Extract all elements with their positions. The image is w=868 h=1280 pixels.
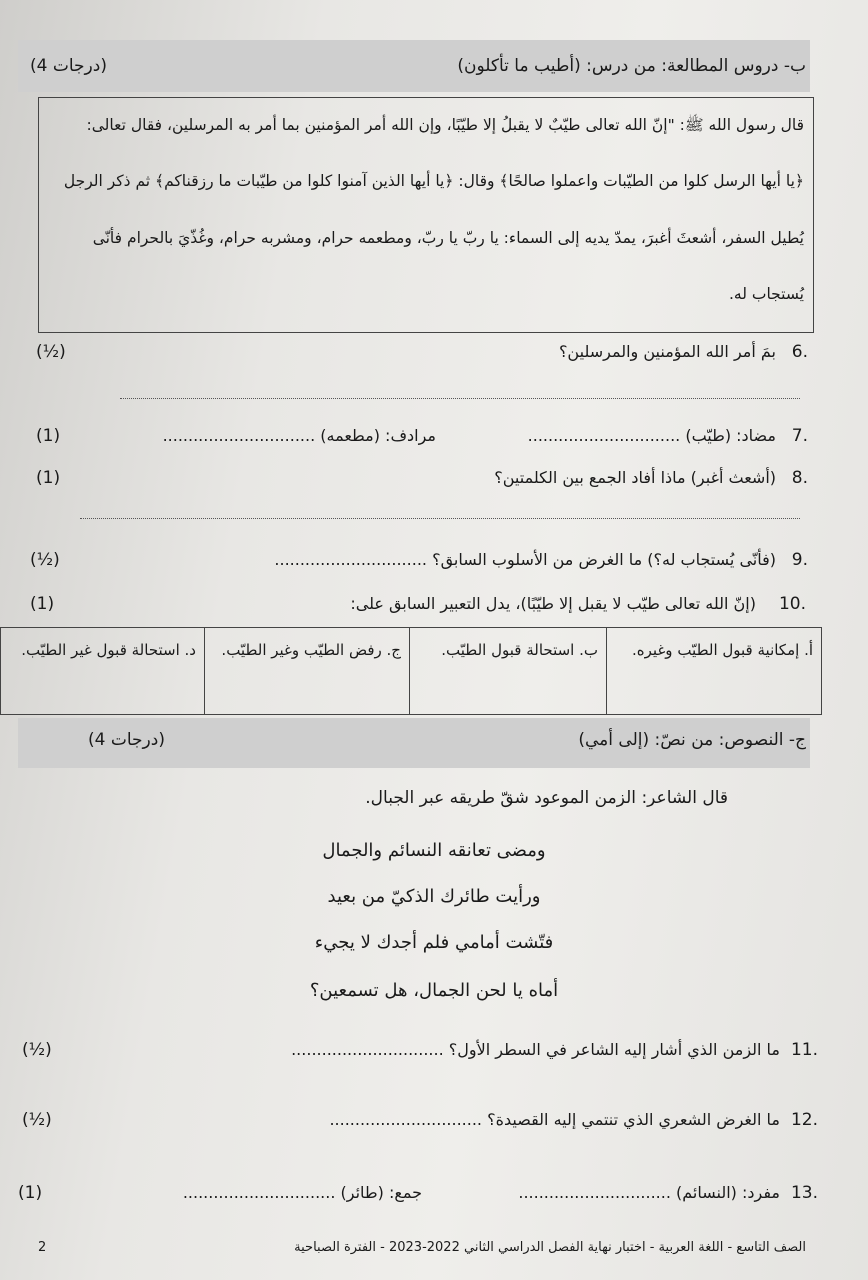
- section-c-marks: (4 درجات): [88, 730, 165, 750]
- options-grid: [0, 627, 822, 715]
- question-number: 13.: [790, 1183, 818, 1203]
- question-number: 9.: [791, 550, 808, 570]
- answer-line-8[interactable]: [80, 518, 800, 519]
- question-score: (1): [18, 1183, 43, 1203]
- question-7-part-b: مرادف: (مطعمه) ..............................: [162, 426, 436, 445]
- question-8-text: (أشعث أغبر) ماذا أفاد الجمع بين الكلمتين؟: [494, 468, 776, 487]
- poem-line: أماه يا لحن الجمال، هل تسمعين؟: [309, 980, 559, 1001]
- question-9-text: (فأنّى يُستجاب له؟) ما الغرض من الأسلوب السابق؟ ..............................: [274, 550, 776, 569]
- option-c[interactable]: ج. رفض الطيّب وغير الطيّب.: [204, 628, 409, 714]
- question-score: (1): [36, 426, 61, 446]
- question-score: (½): [36, 342, 66, 362]
- answer-line-6[interactable]: [120, 398, 800, 399]
- question-number: 11.: [790, 1040, 818, 1060]
- poem-line: ورأيت طائرك الذكيّ من بعيد: [327, 886, 541, 907]
- question-score: (½): [30, 550, 60, 570]
- poet-intro: قال الشاعر:: [641, 788, 728, 808]
- passage-line: قال رسول الله ﷺ: "إنّ الله تعالى طيّبٌ لا يقبلُ إلا طيّبًا، وإن الله أمر المؤمنين بما أمر به المرسلين، فقال تعالى:: [86, 116, 804, 134]
- passage-line: يُستجاب له.: [728, 285, 804, 303]
- question-13-part-b: جمع: (طائر) ..............................: [182, 1183, 422, 1202]
- question-number: 8.: [791, 468, 808, 488]
- question-number: 12.: [790, 1110, 818, 1130]
- footer-text: الصف التاسع - اللغة العربية - اختبار نهاية الفصل الدراسي الثاني 2022-2023 - الفترة الصباحية: [294, 1240, 806, 1255]
- passage-line: ﴿يا أيها الرسل كلوا من الطيّبات واعملوا صالحًا﴾ وقال: ﴿يا أيها الذين آمنوا كلوا من طيّبات ما رزقناكم﴾ ثم ذكر الرجل: [63, 172, 804, 190]
- page-number: 2: [38, 1240, 47, 1255]
- section-b-title: ب- دروس المطالعة: من درس: (أطيب ما تأكلون): [457, 56, 806, 76]
- question-score: (½): [22, 1110, 52, 1130]
- question-number: 7.: [791, 426, 808, 446]
- question-number: 10.: [778, 594, 806, 614]
- question-6-text: بمَ أمر الله المؤمنين والمرسلين؟: [558, 342, 776, 361]
- option-a[interactable]: أ. إمكانية قبول الطيّب وغيره.: [606, 628, 821, 714]
- question-13-part-a: مفرد: (النسائم) ..............................: [518, 1183, 780, 1202]
- poem-line: الزمن الموعود شقّ طريقه عبر الجبال.: [365, 788, 636, 808]
- poem-line: ومضى تعانقه النسائم والجمال: [322, 840, 546, 861]
- question-score: (1): [36, 468, 61, 488]
- section-c-title: ج- النصوص: من نصّ: (إلى أمي): [578, 730, 806, 750]
- question-12-text: ما الغرض الشعري الذي تنتمي إليه القصيدة؟ ..............................: [329, 1110, 780, 1129]
- option-d[interactable]: د. استحالة قبول غير الطيّب.: [21, 641, 196, 659]
- question-score: (1): [30, 594, 55, 614]
- question-number: 6.: [791, 342, 808, 362]
- question-7-part-a: مضاد: (طيّب) ..............................: [527, 426, 776, 445]
- question-10-text: (إنّ الله تعالى طيّب لا يقبل إلا طيّبًا)، يدل التعبير السابق على:: [350, 594, 756, 613]
- section-b-marks: (4 درجات): [30, 56, 107, 76]
- poem-line: فتّشت أمامي فلم أجدك لا يجيء: [314, 932, 554, 953]
- question-score: (½): [22, 1040, 52, 1060]
- option-b[interactable]: ب. استحالة قبول الطيّب.: [409, 628, 606, 714]
- passage-line: يُطيل السفر، أشعثَ أغبرَ، يمدّ يديه إلى السماء: يا ربّ يا ربّ، ومطعمه حرام، ومشربه حرام، وغُذّيَ بالحرام فأنّى: [92, 229, 804, 247]
- question-11-text: ما الزمن الذي أشار إليه الشاعر في السطر الأول؟ ..............................: [291, 1040, 780, 1059]
